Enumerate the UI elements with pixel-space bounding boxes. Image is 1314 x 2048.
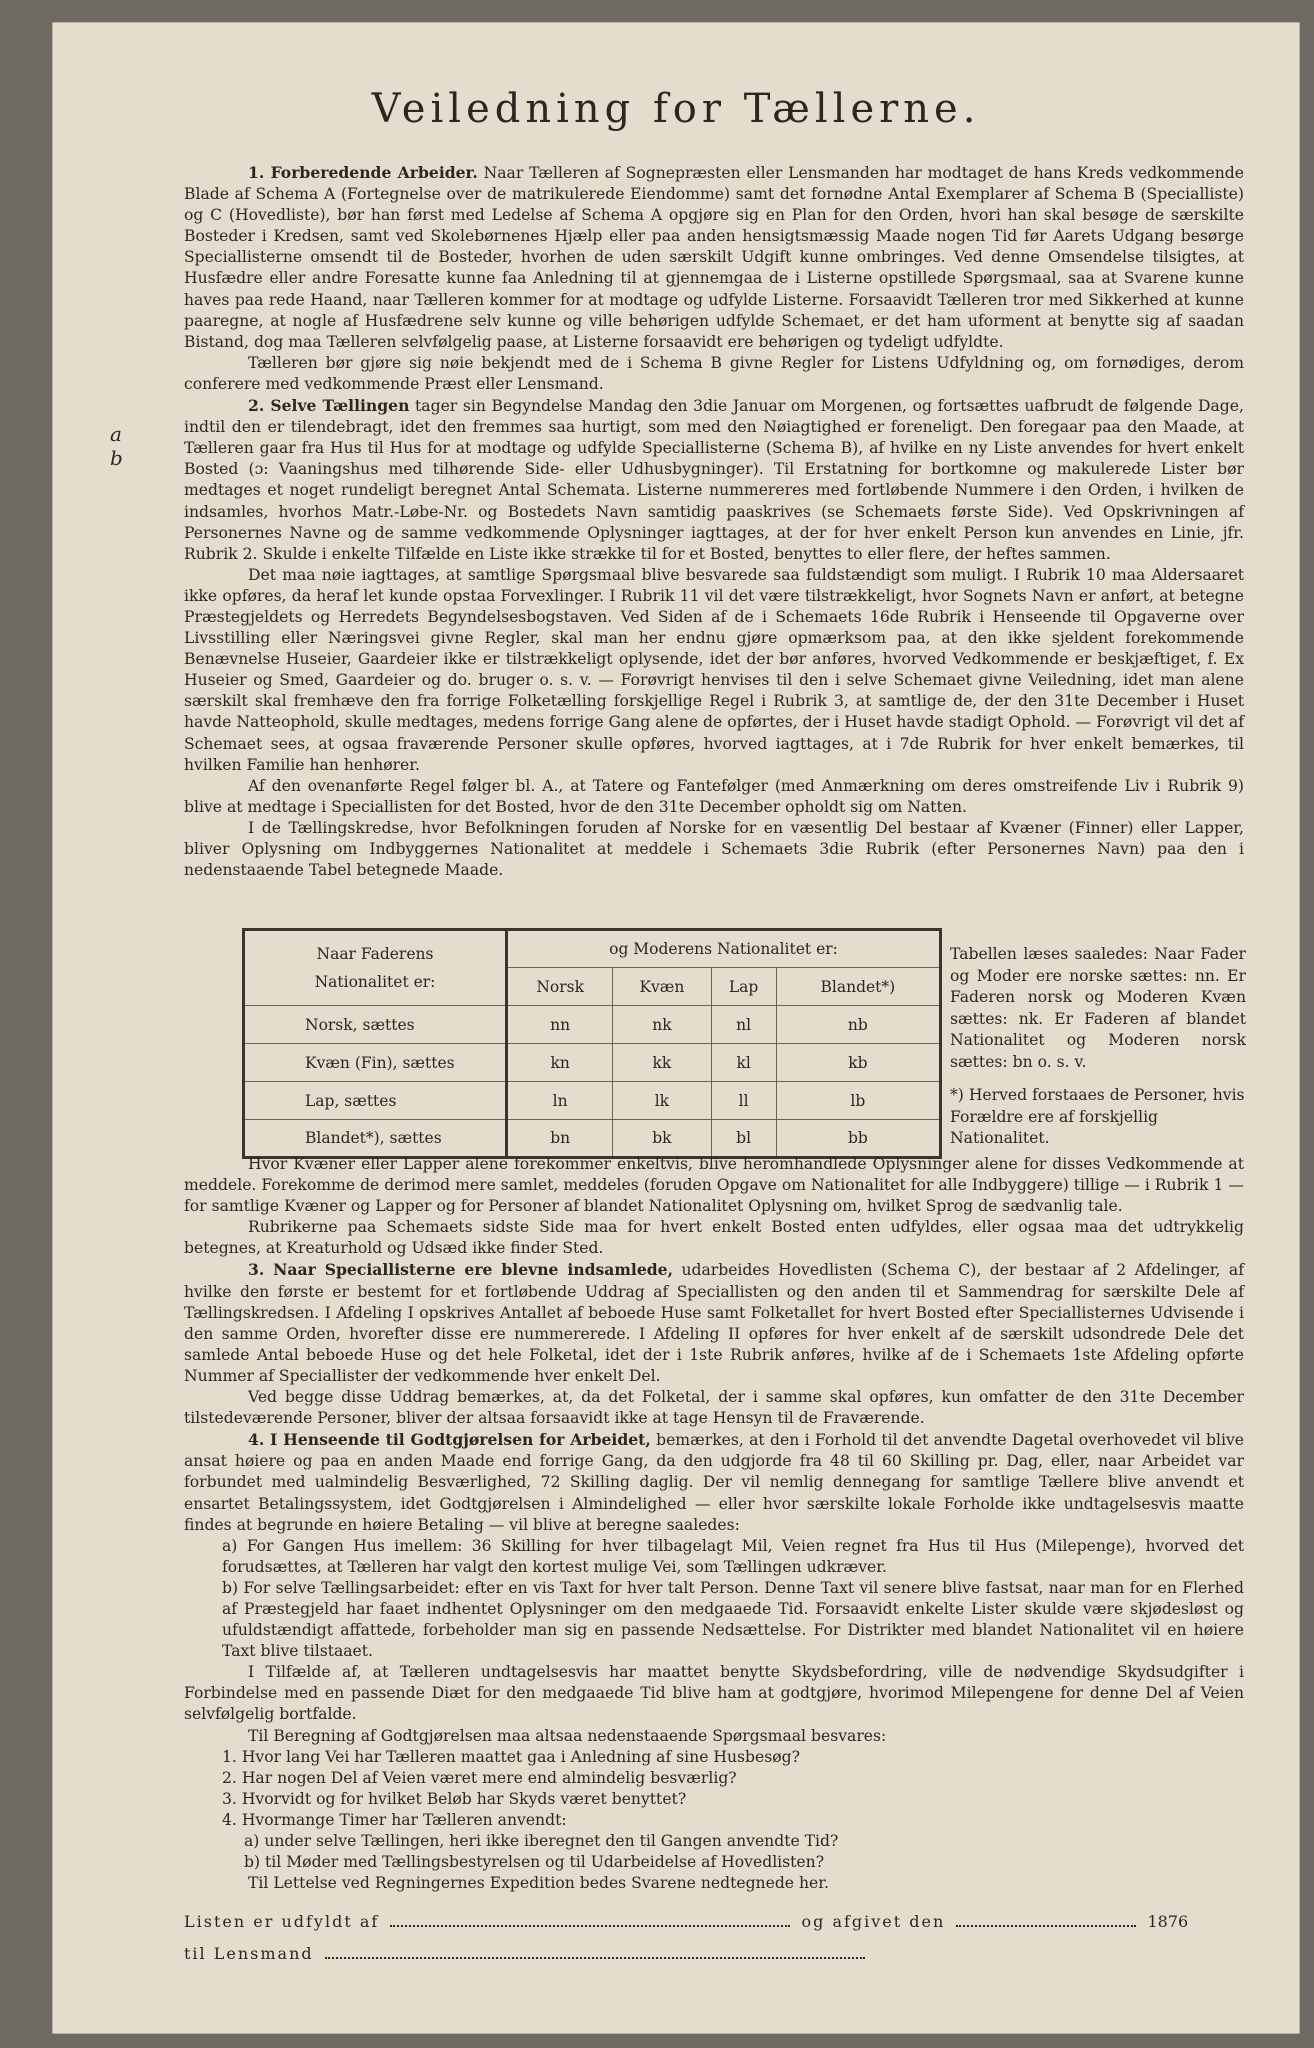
document-page bbox=[52, 22, 1300, 2034]
table-cell: lk bbox=[613, 1082, 711, 1120]
section-2-heading: 2. Selve Tællingen bbox=[248, 396, 410, 416]
lensmand-label: til Lensmand bbox=[184, 1944, 314, 1963]
section-4-para3: Til Beregning af Godtgjørelsen maa altsaa nedenstaaende Spørgsmaal besvares: bbox=[248, 1726, 887, 1745]
table-cell: bn bbox=[507, 1120, 613, 1158]
filled-by-dots bbox=[390, 1925, 790, 1927]
table-note bbox=[950, 944, 1246, 1150]
margin-note-a: a bbox=[110, 422, 122, 446]
closing-line: Til Lettelse ved Regningernes Expedition bedes Svarene nedtegnede her. bbox=[248, 1874, 829, 1893]
section-2-text: tager sin Begyndelse Mandag den 3die Januar om Morgenen, og fortsættes uafbrudt de følgende Dage, indtil den er tilendebragt, idet den fremmes saa hurtigt, som med den Nøiagtighed er foreneligt. Den foregaar paa den Maade, at Tælleren gaar fra Hus til Hus for at modtage og udfylde Speciallisterne (Schema B), af hvilke en ny Liste anvendes for hvert enkelt Bosted (ɔ: Vaaningshus med tilhørende Side- eller Udhusbygninger). Til Erstatning for bortkomne og makulerede Lister bør medtages et noget rundeligt beregnet Antal Schemata. Listerne nummereres med fortløbende Nummere i den Orden, i hvilken de indsamles, hvorhos Matr.-Løbe-Nr. og Bostedets Navn samtidig paaskrives (se Schemaets første Side). Ved Opskrivningen af Personernes Navne og de samme vedkommende Oplysninger iagttages, at der for hver enkelt Person kun anvendes en Linie, jfr. Rubrik 2. Skulde i enkelte Tilfælde en Liste ikke strække til for et Bosted, benyttes to eller flere, der heftes sammen. bbox=[184, 397, 1244, 563]
section-1-para2: Tælleren bør gjøre sig nøie bekjendt med de i Schema B givne Regler for Listens Udfyldning og, om fornødiges, derom conferere med vedkommende Præst eller Lensmand. bbox=[184, 353, 1244, 393]
section-4-text: bemærkes, at den i Forhold til det anvendte Dagetal overhovedet vil blive ansat høiere og paa en anden Maade end forrige Gang, da den udgjorde fra 48 til 60 Skilling pr. Dag, eller, naar Arbeidet var forbundet med ualmindelig Besværlighed, 72 Skilling daglig. Der vil nemlig dennegang for samtlige Tællere blive anvendt et ensartet Betalingssystem, idet Godtgjørelsen i Almindelighed — eller hvor særskilte lokale Forholde ikke undtagelsesvis maatte findes at begrunde en høiere Betaling — vil blive at beregne saaledes: bbox=[184, 1431, 1244, 1534]
after-table-para2: Rubrikerne paa Schemaets sidste Side maa for hvert enkelt Bosted enten udfyldes, eller ogsaa maa det udtrykkelig betegnes, at Kreaturhold og Udsæd ikke finder Sted. bbox=[184, 1218, 1244, 1258]
margin-note-b: b bbox=[110, 446, 123, 470]
section-1-text: Naar Tælleren af Sognepræsten eller Lensmanden har modtaget de hans Kreds vedkommende Blade af Schema A (Fortegnelse over de matrikulerede Eiendomme) samt det fornødne Antal Exemplarer af Schema B (Specialliste) og C (Hovedliste), bør han først med Ledelse af Schema A opgjøre sig en Plan for den Orden, hvori han skal besøge de særskilte Bosteder i Kredsen, samt ved Skolebørnenes Hjælp eller paa anden hensigtsmæssig Maade nogen Tid før Aarets Udgang besørge Speciallisterne omsendt til de Bosteder, hvorhen de uden særskilt Udgift kunne ombringes. Ved denne Omsendelse tilsigtes, at Husfædre eller andre Foresatte kunne faa Anledning til at gjennemgaa de i Listerne opstillede Spørgsmaal, saa at Svarene kunne haves paa rede Haand, naar Tælleren kommer for at modtage og udfylde Listerne. Forsaavidt Tælleren tror med Sikkerhed at kunne paaregne, at nogle af Husfædrene selv kunne og ville behørigen udfylde Schemaet, er det ham uforment at benytte sig af saadan Bistand, dog maa Tælleren selvfølgelig paase, at Listerne forsaavidt ere behørigen og tydeligt udfyldte. bbox=[184, 164, 1244, 351]
table-cell: ll bbox=[711, 1082, 776, 1120]
signature-line-1 bbox=[184, 1912, 1244, 1931]
section-1 bbox=[184, 162, 1244, 353]
row-label: Lap, sættes bbox=[244, 1082, 507, 1120]
date-dots bbox=[956, 1925, 1136, 1927]
section-3-heading: 3. Naar Speciallisterne ere blevne indsamlede, bbox=[248, 1260, 674, 1280]
father-header bbox=[244, 930, 507, 1006]
table-cell: ln bbox=[507, 1082, 613, 1120]
section-1-heading: 1. Forberedende Arbeider. bbox=[248, 163, 478, 182]
table-cell: kb bbox=[776, 1044, 940, 1082]
page-title: Veiledning for Tællerne. bbox=[371, 86, 981, 132]
table-row bbox=[244, 1044, 941, 1082]
year: 1876 bbox=[1147, 1912, 1189, 1931]
section-4-heading: 4. I Henseende til Godtgjørelsen for Arbeidet, bbox=[248, 1430, 651, 1450]
table-cell: kn bbox=[507, 1044, 613, 1082]
row-label: Norsk, sættes bbox=[244, 1006, 507, 1044]
table-row bbox=[244, 1006, 941, 1044]
table-cell: kl bbox=[711, 1044, 776, 1082]
subquestion-a: a) under selve Tællingen, heri ikke iberegnet den til Gangen anvendte Tid? bbox=[244, 1832, 839, 1850]
nationality-table bbox=[242, 928, 942, 1159]
col-header-lap: Lap bbox=[711, 968, 776, 1006]
section-2-para3: Af den ovenanførte Regel følger bl. A., at Tatere og Fantefølger (med Anmærkning om deres omstreifende Liv i Rubrik 9) blive at medtage i Speciallisten for det Bosted, hvor de den 31te December opholdt sig om Natten. bbox=[184, 776, 1244, 816]
filled-by-label: Listen er udfyldt af bbox=[184, 1912, 380, 1931]
signature-line-2 bbox=[184, 1944, 865, 1963]
table-cell: nb bbox=[776, 1006, 940, 1044]
table-footnote: *) Herved forstaaes de Personer, hvis Forældre ere af forskjellig Nationalitet. bbox=[950, 1086, 1245, 1147]
section-2 bbox=[184, 395, 1244, 565]
father-header-line2: Nationalitet er: bbox=[314, 973, 436, 991]
section-3-text: udarbeides Hovedlisten (Schema C), der bestaar af 2 Afdelinger, af hvilke den første er bestemt for et fortløbende Uddrag af Speciallisten og den anden til et Sammendrag for særskilte Dele af Tællingskredsen. I Afdeling I opskrives Antallet af beboede Huse samt Folketallet for hvert Bosted efter Speciallisternes Udvisende i den samme Orden, hvorefter disse ere nummererede. I Afdeling II opføres for hver enkelt af de særskilt udsondrede Dele det samlede Antal beboede Huse og det hele Folketal, idet der i 1ste Rubrik anføres, hvilke af de i Schemaets 1ste Afdeling opførte Nummer af Speciallister der vedkommende hver enkelt Del. bbox=[184, 1261, 1245, 1385]
question-2: 2. Har nogen Del af Veien været mere end almindelig besværlig? bbox=[222, 1768, 737, 1787]
section-4-item-a: a) For Gangen Hus imellem: 36 Skilling for hver tilbagelagt Mil, Veien regnet fra Hus til Hus (Milepenge), hvorved det forudsættes, at Tælleren har valgt den kortest mulige Vei, som Tællingen udkræver. bbox=[222, 1536, 1244, 1576]
table-note-text: Tabellen læses saaledes: Naar Fader og Moder ere norske sættes: nn. Er Faderen norsk og Moderen Kvæn sættes: nk. Er Faderen af blandet Nationalitet og Moderen norsk sættes: bn o. s. v. bbox=[950, 945, 1246, 1071]
col-header-kvaen: Kvæn bbox=[613, 968, 711, 1006]
table-row bbox=[244, 1082, 941, 1120]
table-cell: bb bbox=[776, 1120, 940, 1158]
delivered-label: og afgivet den bbox=[801, 1912, 946, 1931]
table-cell: nl bbox=[711, 1006, 776, 1044]
section-2-para4: I de Tællingskredse, hvor Befolkningen foruden af Norske for en væsentlig Del bestaar af Kvæner (Finner) eller Lapper, bliver Oplysning om Indbyggernes Nationalitet at meddele i Schemaets 3die Rubrik (efter Personernes Navn) paa den i nedenstaaende Tabel betegnede Maade. bbox=[184, 818, 1244, 880]
table-row bbox=[244, 1120, 941, 1158]
lensmand-dots bbox=[325, 1957, 865, 1959]
question-3: 3. Hvorvidt og for hvilket Beløb har Skyds været benyttet? bbox=[222, 1789, 687, 1808]
table-cell: bk bbox=[613, 1120, 711, 1158]
table-cell: kk bbox=[613, 1044, 711, 1082]
question-1: 1. Hvor lang Vei har Tælleren maattet gaa i Anledning af sine Husbesøg? bbox=[222, 1747, 800, 1766]
after-table-para1: Hvor Kvæner eller Lapper alene forekommer enkeltvis, blive heromhandlede Oplysninger alene for disses Vedkommende at meddele. Forekomme de derimod mere samlet, meddeles (foruden Opgave om Nationalitet for alle Indbyggere) tillige — i Rubrik 1 — for samtlige Kvæner og Lapper og for Personer af blandet Nationalitet Oplysning om, hvilket Sprog de sædvanlig tale. bbox=[184, 1155, 1244, 1216]
table-cell: lb bbox=[776, 1082, 940, 1120]
question-4: 4. Hvormange Timer har Tælleren anvendt: bbox=[222, 1810, 567, 1829]
col-header-blandet: Blandet*) bbox=[776, 968, 940, 1006]
father-header-line1: Naar Faderens bbox=[316, 945, 434, 963]
section-3 bbox=[184, 1259, 1244, 1387]
section-4 bbox=[184, 1429, 1244, 1535]
table-cell: bl bbox=[711, 1120, 776, 1158]
table-cell: nn bbox=[507, 1006, 613, 1044]
text-block-upper bbox=[184, 162, 1244, 881]
table-cell: nk bbox=[613, 1006, 711, 1044]
mother-header: og Moderens Nationalitet er: bbox=[507, 930, 941, 968]
row-label: Blandet*), sættes bbox=[244, 1120, 507, 1158]
text-block-lower bbox=[184, 1154, 1244, 1894]
margin-note bbox=[110, 422, 123, 470]
col-header-norsk: Norsk bbox=[507, 968, 613, 1006]
section-4-para2: I Tilfælde af, at Tælleren undtagelsesvis har maattet benytte Skydsbefordring, ville de nødvendige Skydsudgifter i Forbindelse med en passende Diæt for den medgaaede Tid blive ham at godtgjøre, hvorimod Milepengene for denne Del af Veien selvfølgelig bortfalde. bbox=[184, 1663, 1244, 1724]
subquestion-b: b) til Møder med Tællingsbestyrelsen og til Udarbeidelse af Hovedlisten? bbox=[244, 1853, 825, 1872]
section-2-para2: Det maa nøie iagttages, at samtlige Spørgsmaal blive besvarede saa fuldstændigt som muligt. I Rubrik 10 maa Aldersaaret ikke opføres, da heraf let kunde opstaa Forvexlinger. I Rubrik 11 vil det være tilstrækkeligt, hvor Sognets Navn er anført, at betegne Præstegjeldets og Herredets Begyndelsesbogstaven. Ved Siden af de i Schemaets 16de Rubrik i Henseende til Opgaverne over Livsstilling eller Næringsvei givne Regler, skal man her endnu gjøre opmærksom paa, at den ikke sjeldent forekommende Benævnelse Huseier, Gaardeier ikke er tilstrækkeligt oplysende, idet der bør anføres, hvorved Vedkommende er beskjæftiget, f. Ex Huseier og Smed, Gaardeier og do. bruger o. s. v. — Forøvrigt henvises til den i selve Schemaet givne Veiledning, idet man alene særskilt skal fremhæve den fra forrige Folketælling forskjellige Regel i Rubrik 3, at samtlige de, der den 31te December i Huset havde Natteophold, skulle medtages, medens forrige Gang alene de opførtes, der i Huset havde stadigt Ophold. — Forøvrigt vil det af Schemaet sees, at ogsaa fraværende Personer skulle opføres, hvorved iagttages, at i 7de Rubrik for hver enkelt bemærkes, til hvilken Familie han henhører. bbox=[184, 565, 1244, 774]
section-4-item-b: b) For selve Tællingsarbeidet: efter en vis Taxt for hver talt Person. Denne Taxt vil senere blive fastsat, naar man for en Flerhed af Præstegjeld har faaet indhentet Oplysninger om den medgaaede Tid. Forsaavidt enkelte Lister skulde være skjødesløst og ufuldstændigt affattede, forbeholder man sig en passende Nedsættelse. For Distrikter med blandet Nationalitet vil en høiere Taxt blive tilstaaet. bbox=[222, 1578, 1244, 1661]
section-3-para2: Ved begge disse Uddrag bemærkes, at, da det Folketal, der i samme skal opføres, kun omfatter de den 31te December tilstedeværende Personer, bliver der altsaa forsaavidt ikke at tage Hensyn til de Fraværende. bbox=[184, 1388, 1244, 1428]
row-label: Kvæn (Fin), sættes bbox=[244, 1044, 507, 1082]
